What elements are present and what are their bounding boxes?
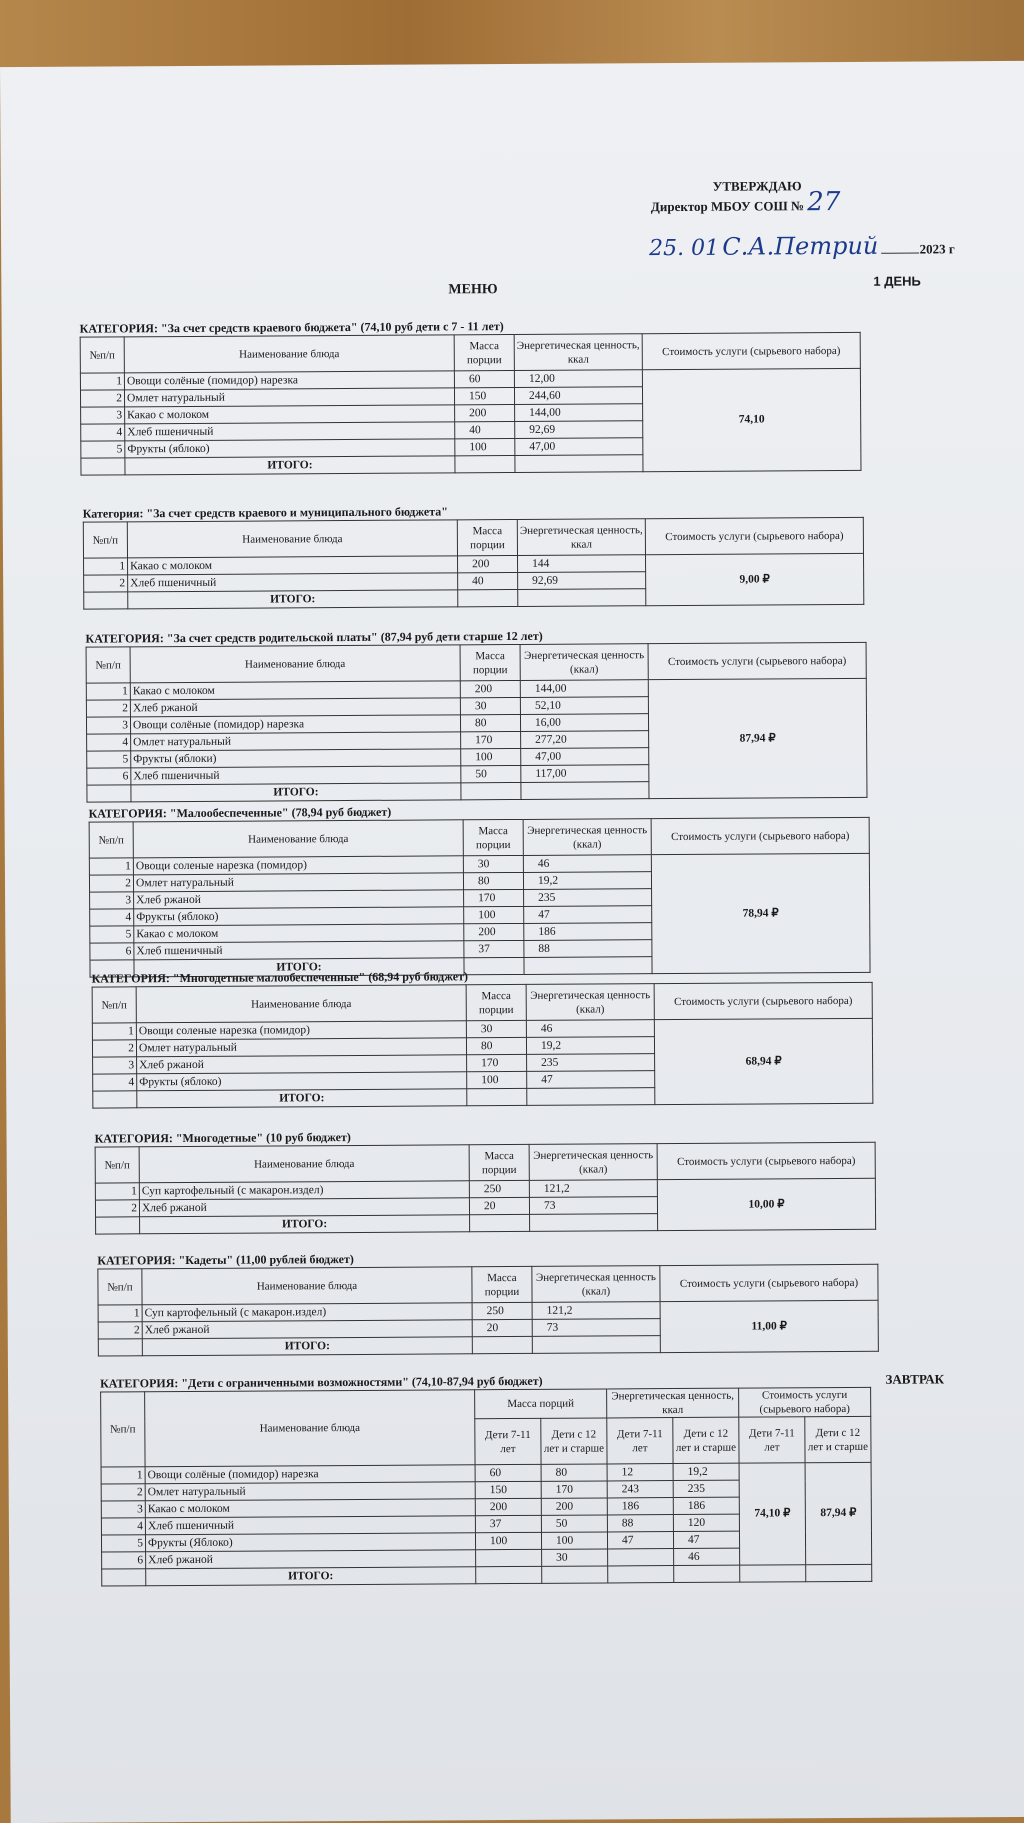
energy-value: 121,2 — [529, 1180, 657, 1198]
portion-mass: 250 — [469, 1180, 529, 1197]
total-empty — [96, 1217, 140, 1234]
mass-kids-7-11: 37 — [475, 1515, 541, 1532]
dish-name: Какао с молоком — [128, 556, 458, 575]
total-row — [102, 1564, 872, 1586]
header-cost: Стоимость услуги (сырьевого набора) — [642, 332, 860, 369]
total-cell-empty — [476, 1566, 542, 1583]
row-number: 6 — [87, 768, 131, 785]
portion-mass: 30 — [463, 855, 523, 872]
menu-table — [89, 817, 871, 978]
row-number: 2 — [86, 700, 130, 717]
portion-mass: 60 — [454, 370, 514, 387]
portion-mass: 170 — [464, 889, 524, 906]
menu-table-special — [100, 1387, 872, 1587]
portion-mass: 20 — [472, 1319, 532, 1336]
dish-name: Овощи соленые нарезка (помидор) — [136, 1021, 466, 1040]
dish-name: Какао с молоком — [134, 924, 464, 943]
header-cost: Стоимость услуги (сырьевого набора) — [660, 1264, 878, 1301]
approval-date — [649, 231, 955, 261]
total-energy-empty — [527, 1088, 655, 1106]
row-number: 3 — [81, 407, 125, 424]
subheader-kids-7-11: Дети 7-11 лет — [739, 1417, 805, 1463]
total-energy-empty — [518, 589, 646, 607]
dish-name: Хлеб ржаной — [146, 1550, 476, 1569]
portion-mass: 200 — [455, 404, 515, 421]
energy-kids-7-11: 186 — [607, 1498, 673, 1515]
header-num: №п/п — [89, 822, 133, 858]
total-label: ИТОГО: — [128, 590, 458, 609]
header-energy: Энергетическая ценность (ккал) — [520, 644, 648, 681]
total-mass-empty — [470, 1214, 530, 1231]
portion-mass: 40 — [455, 421, 515, 438]
energy-value: 73 — [529, 1197, 657, 1215]
total-energy-empty — [515, 455, 643, 473]
portion-mass: 20 — [469, 1197, 529, 1214]
row-number: 2 — [89, 875, 133, 892]
portion-mass: 40 — [458, 572, 518, 589]
energy-kids-12: 46 — [674, 1548, 740, 1565]
header-num: №п/п — [86, 647, 130, 683]
energy-value: 47 — [524, 906, 652, 924]
header-mass: Масса порции — [454, 334, 514, 370]
portion-mass: 80 — [463, 872, 523, 889]
header-cost: Стоимость услуги (сырьевого набора) — [648, 642, 866, 679]
total-energy-empty — [532, 1336, 660, 1354]
mass-kids-7-11: 60 — [475, 1464, 541, 1481]
dish-name: Хлеб ржаной — [130, 698, 460, 717]
portion-mass: 170 — [467, 1054, 527, 1071]
category-title: КАТЕГОРИЯ: "Дети с ограниченными возможностями" (74,10-87,94 руб бюджет) — [100, 1373, 543, 1391]
total-energy-empty — [530, 1214, 658, 1232]
portion-mass: 80 — [460, 714, 520, 731]
mass-kids-12: 50 — [541, 1515, 607, 1532]
category-title: КАТЕГОРИЯ: "За счет средств краевого бюджета" (74,10 руб дети с 7 - 11 лет) — [79, 319, 504, 336]
header-name: Наименование блюда — [130, 645, 460, 683]
energy-value: 92,69 — [515, 421, 643, 439]
menu-table — [97, 1264, 879, 1357]
total-energy-empty — [521, 782, 649, 800]
total-cell-empty — [740, 1565, 806, 1582]
subheader-kids-12: Дети с 12 лет и старше — [805, 1416, 871, 1462]
service-cost: 11,00 ₽ — [660, 1300, 878, 1352]
menu-table — [95, 1142, 877, 1235]
header-cost: Стоимость услуги (сырьевого набора) — [657, 1142, 875, 1179]
table-header-row — [86, 642, 866, 683]
menu-section — [89, 802, 871, 978]
mass-kids-12: 80 — [541, 1464, 607, 1481]
energy-value: 277,20 — [521, 731, 649, 749]
portion-mass: 80 — [466, 1037, 526, 1054]
energy-value: 73 — [532, 1319, 660, 1337]
mass-kids-12: 200 — [541, 1498, 607, 1515]
category-title: КАТЕГОРИЯ: "Многодетные малообеспеченные" (68,94 руб бюджет) — [91, 969, 469, 986]
dish-name: Хлеб ржаной — [139, 1198, 469, 1217]
energy-value: 12,00 — [514, 370, 642, 388]
menu-table — [86, 642, 868, 803]
approval-director: Директор МБОУ СОШ № — [650, 198, 805, 215]
row-number: 1 — [98, 1305, 142, 1322]
dish-name: Фрукты (яблоко) — [134, 907, 464, 926]
row-number: 2 — [98, 1322, 142, 1339]
row-number: 1 — [95, 1183, 139, 1200]
service-cost: 87,94 ₽ — [648, 678, 867, 798]
portion-mass: 30 — [466, 1020, 526, 1037]
table-header-row — [80, 332, 860, 373]
dish-name: Омлет натуральный — [124, 388, 454, 407]
row-number: 4 — [93, 1074, 137, 1091]
row-number: 4 — [90, 909, 134, 926]
dish-name: Хлеб ржаной — [137, 1055, 467, 1074]
service-cost-7-11: 74,10 ₽ — [739, 1463, 806, 1565]
table-header-row — [89, 817, 869, 858]
row-number: 6 — [102, 1552, 146, 1569]
category-title: КАТЕГОРИЯ: "Кадеты" (11,00 рублей бюджет) — [97, 1251, 354, 1268]
portion-mass: 37 — [464, 940, 524, 957]
header-energy: Энергетическая ценность, ккал — [607, 1388, 739, 1418]
header-mass-portions: Масса порций — [475, 1389, 607, 1419]
header-mass: Масса порции — [466, 984, 526, 1020]
energy-value: 52,10 — [520, 697, 648, 715]
header-name: Наименование блюда — [124, 335, 454, 373]
energy-value: 47,00 — [521, 748, 649, 766]
energy-kids-12: 19,2 — [673, 1463, 739, 1480]
row-number: 2 — [84, 575, 128, 592]
row-number: 5 — [101, 1535, 145, 1552]
portion-mass: 100 — [467, 1071, 527, 1088]
category-title: КАТЕГОРИЯ: "За счет средств родительской платы" (87,94 руб дети старше 12 лет) — [85, 628, 543, 646]
subheader-kids-7-11: Дети 7-11 лет — [607, 1418, 673, 1464]
row-number: 4 — [81, 424, 125, 441]
dish-name: Суп картофельный (с макарон.издел) — [142, 1303, 472, 1322]
total-cell-empty — [542, 1566, 608, 1583]
header-cost: Стоимость услуги (сырьевого набора) — [739, 1387, 871, 1417]
total-empty — [81, 458, 125, 475]
menu-section — [92, 967, 874, 1109]
total-mass-empty — [461, 782, 521, 799]
energy-kids-7-11 — [608, 1549, 674, 1566]
portion-mass: 100 — [461, 748, 521, 765]
dish-name: Хлеб пшеничный — [125, 422, 455, 441]
dish-name: Какао с молоком — [130, 681, 460, 700]
mass-kids-7-11: 150 — [475, 1481, 541, 1498]
row-number: 3 — [101, 1501, 145, 1518]
header-num: №п/п — [98, 1269, 142, 1305]
menu-section — [97, 1249, 879, 1357]
energy-value: 16,00 — [520, 714, 648, 732]
header-energy: Энергетическая ценность, ккал — [517, 519, 645, 556]
header-mass: Масса порции — [463, 819, 523, 855]
energy-value: 235 — [524, 889, 652, 907]
date-handwritten: 25. 01 — [649, 235, 720, 262]
total-mass-empty — [455, 455, 515, 472]
total-cell-empty — [806, 1564, 872, 1581]
menu-title: МЕНЮ — [448, 282, 498, 298]
dish-name: Хлеб пшеничный — [145, 1516, 475, 1535]
meal-label: ЗАВТРАК — [885, 1371, 945, 1387]
dish-name: Хлеб пшеничный — [128, 573, 458, 592]
total-label: ИТОГО: — [142, 1337, 472, 1356]
energy-value: 19,2 — [526, 1037, 654, 1055]
table-header-row — [101, 1387, 871, 1421]
dish-name: Хлеб ржаной — [142, 1320, 472, 1339]
row-number: 1 — [89, 858, 133, 875]
header-energy: Энергетическая ценность (ккал) — [523, 819, 651, 856]
row-number: 5 — [90, 926, 134, 943]
mass-kids-12: 100 — [541, 1532, 607, 1549]
dish-name: Овощи солёные (помидор) нарезка — [130, 715, 460, 734]
row-number: 5 — [87, 751, 131, 768]
category-title: Категория: "За счет средств краевого и муниципального бюджета" — [82, 504, 448, 521]
total-empty — [93, 1091, 137, 1108]
portion-mass: 50 — [461, 765, 521, 782]
subheader-kids-12: Дети с 12 лет и старше — [541, 1418, 607, 1464]
menu-section — [80, 317, 862, 476]
energy-value: 117,00 — [521, 765, 649, 783]
category-title: КАТЕГОРИЯ: "Малообеспеченные" (78,94 руб бюджет) — [88, 804, 392, 821]
header-name: Наименование блюда — [136, 985, 466, 1023]
total-cell-empty — [608, 1566, 674, 1583]
day-label: 1 ДЕНЬ — [873, 273, 921, 289]
approval-heading: УТВЕРЖДАЮ — [712, 178, 802, 194]
service-cost: 9,00 ₽ — [645, 553, 863, 605]
energy-value: 19,2 — [523, 872, 651, 890]
portion-mass: 150 — [454, 387, 514, 404]
service-cost: 74,10 — [642, 368, 861, 471]
total-label: ИТОГО: — [125, 456, 455, 475]
menu-section — [95, 1127, 877, 1235]
energy-kids-7-11: 243 — [607, 1481, 673, 1498]
table-header-row — [92, 982, 872, 1023]
energy-value: 47,00 — [515, 438, 643, 456]
energy-kids-7-11: 88 — [607, 1515, 673, 1532]
total-cell-empty — [674, 1565, 740, 1582]
portion-mass: 30 — [460, 697, 520, 714]
energy-kids-12: 47 — [673, 1531, 739, 1548]
row-number: 3 — [90, 892, 134, 909]
header-cost: Стоимость услуги (сырьевого набора) — [645, 517, 863, 554]
row-number: 1 — [92, 1023, 136, 1040]
table-header-row — [83, 517, 863, 558]
dish-name: Омлет натуральный — [133, 873, 463, 892]
header-num: №п/п — [80, 337, 124, 373]
mass-kids-7-11: 100 — [475, 1532, 541, 1549]
header-energy: Энергетическая ценность (ккал) — [532, 1266, 660, 1303]
portion-mass: 200 — [460, 680, 520, 697]
row-number: 1 — [80, 373, 124, 390]
approval-block — [650, 176, 931, 218]
service-cost-12: 87,94 ₽ — [805, 1462, 872, 1564]
row-number: 1 — [84, 558, 128, 575]
header-num: №п/п — [101, 1392, 145, 1467]
header-name: Наименование блюда — [133, 820, 463, 858]
portion-mass: 250 — [472, 1302, 532, 1319]
total-label: ИТОГО: — [134, 958, 464, 977]
header-mass: Масса порции — [469, 1144, 529, 1180]
subheader-kids-7-11: Дети 7-11 лет — [475, 1418, 541, 1464]
header-name: Наименование блюда — [127, 520, 457, 558]
header-mass: Масса порции — [460, 644, 520, 680]
dish-name: Хлеб пшеничный — [134, 941, 464, 960]
energy-value: 121,2 — [532, 1302, 660, 1320]
signature-handwritten: С.А.Петрий — [722, 231, 879, 261]
dish-name: Фрукты (яблоко) — [125, 439, 455, 458]
row-number: 6 — [90, 943, 134, 960]
dish-name: Омлет натуральный — [136, 1038, 466, 1057]
row-number: 4 — [101, 1518, 145, 1535]
dish-name: Суп картофельный (с макарон.издел) — [139, 1181, 469, 1200]
header-cost: Стоимость услуги (сырьевого набора) — [654, 982, 872, 1019]
row-number: 3 — [93, 1057, 137, 1074]
menu-section — [83, 502, 865, 610]
dish-name: Овощи солёные (помидор) нарезка — [145, 1465, 475, 1484]
total-mass-empty — [472, 1336, 532, 1353]
energy-value: 92,69 — [518, 572, 646, 590]
dish-name: Омлет натуральный — [145, 1482, 475, 1501]
table-header-row — [98, 1264, 878, 1305]
approval-year: 2023 г — [919, 241, 955, 257]
dish-name: Хлеб пшеничный — [131, 766, 461, 785]
header-energy: Энергетическая ценность (ккал) — [526, 984, 654, 1021]
header-num: №п/п — [92, 987, 136, 1023]
header-name: Наименование блюда — [145, 1390, 475, 1467]
menu-table — [92, 982, 874, 1109]
menu-table — [80, 332, 862, 476]
header-cost: Стоимость услуги (сырьевого набора) — [651, 817, 869, 854]
header-num: №п/п — [83, 522, 127, 558]
header-num: №п/п — [95, 1147, 139, 1183]
menu-section-special — [100, 1371, 945, 1586]
dish-name: Какао с молоком — [145, 1499, 475, 1518]
header-mass: Масса порции — [457, 519, 517, 555]
total-empty — [98, 1339, 142, 1356]
energy-kids-12: 235 — [673, 1480, 739, 1497]
header-name: Наименование блюда — [142, 1267, 472, 1305]
table-header-row — [95, 1142, 875, 1183]
energy-kids-7-11: 12 — [607, 1464, 673, 1481]
menu-document — [0, 61, 1024, 1823]
total-empty — [102, 1569, 146, 1586]
menu-table — [83, 517, 865, 610]
row-number: 1 — [86, 683, 130, 700]
portion-mass: 200 — [464, 923, 524, 940]
service-cost: 68,94 ₽ — [654, 1018, 873, 1104]
service-cost: 10,00 ₽ — [657, 1178, 875, 1230]
row-number: 2 — [92, 1040, 136, 1057]
total-label: ИТОГО: — [131, 783, 461, 802]
mass-kids-7-11 — [476, 1549, 542, 1566]
energy-value: 144,00 — [520, 680, 648, 698]
energy-value: 244,60 — [514, 387, 642, 405]
portion-mass: 200 — [458, 555, 518, 572]
total-label: ИТОГО: — [146, 1567, 476, 1586]
header-energy: Энергетическая ценность (ккал) — [529, 1144, 657, 1181]
header-name: Наименование блюда — [139, 1145, 469, 1183]
total-empty — [87, 785, 131, 802]
row-number: 2 — [80, 390, 124, 407]
dish-name: Фрукты (яблоки) — [131, 749, 461, 768]
dish-name: Хлеб ржаной — [134, 890, 464, 909]
dish-name: Овощи солёные (помидор) нарезка — [124, 371, 454, 390]
header-energy: Энергетическая ценность, ккал — [514, 334, 642, 371]
energy-kids-12: 186 — [673, 1497, 739, 1514]
mass-kids-12: 30 — [542, 1549, 608, 1566]
dish-name: Какао с молоком — [125, 405, 455, 424]
energy-value: 46 — [526, 1020, 654, 1038]
header-mass: Масса порции — [472, 1266, 532, 1302]
row-number: 1 — [101, 1467, 145, 1484]
row-number: 5 — [81, 441, 125, 458]
mass-kids-7-11: 200 — [475, 1498, 541, 1515]
energy-value: 88 — [524, 940, 652, 958]
dish-name: Фрукты (яблоко) — [137, 1072, 467, 1091]
energy-kids-7-11: 47 — [607, 1532, 673, 1549]
row-number: 4 — [87, 734, 131, 751]
row-number: 2 — [95, 1200, 139, 1217]
menu-section — [85, 627, 867, 803]
portion-mass: 170 — [461, 731, 521, 748]
total-mass-empty — [458, 589, 518, 606]
portion-mass: 100 — [464, 906, 524, 923]
energy-value: 235 — [527, 1054, 655, 1072]
portion-mass: 100 — [455, 438, 515, 455]
total-label: ИТОГО: — [137, 1089, 467, 1108]
service-cost: 78,94 ₽ — [651, 853, 870, 973]
mass-kids-12: 170 — [541, 1481, 607, 1498]
total-mass-empty — [467, 1088, 527, 1105]
subheader-kids-12: Дети с 12 лет и старше — [673, 1417, 739, 1463]
energy-value: 46 — [523, 855, 651, 873]
dish-name: Овощи соленые нарезка (помидор) — [133, 856, 463, 875]
total-label: ИТОГО: — [140, 1215, 470, 1234]
total-empty — [84, 592, 128, 609]
energy-value: 144,00 — [515, 404, 643, 422]
school-number-handwritten: 27 — [807, 186, 841, 218]
category-title: КАТЕГОРИЯ: "Многодетные" (10 руб бюджет) — [94, 1130, 351, 1146]
energy-value: 186 — [524, 923, 652, 941]
row-number: 2 — [101, 1484, 145, 1501]
row-number: 3 — [86, 717, 130, 734]
dish-name: Омлет натуральный — [131, 732, 461, 751]
energy-value: 47 — [527, 1071, 655, 1089]
dish-name: Фрукты (Яблоко) — [145, 1533, 475, 1552]
energy-kids-12: 120 — [673, 1514, 739, 1531]
energy-value: 144 — [518, 555, 646, 573]
